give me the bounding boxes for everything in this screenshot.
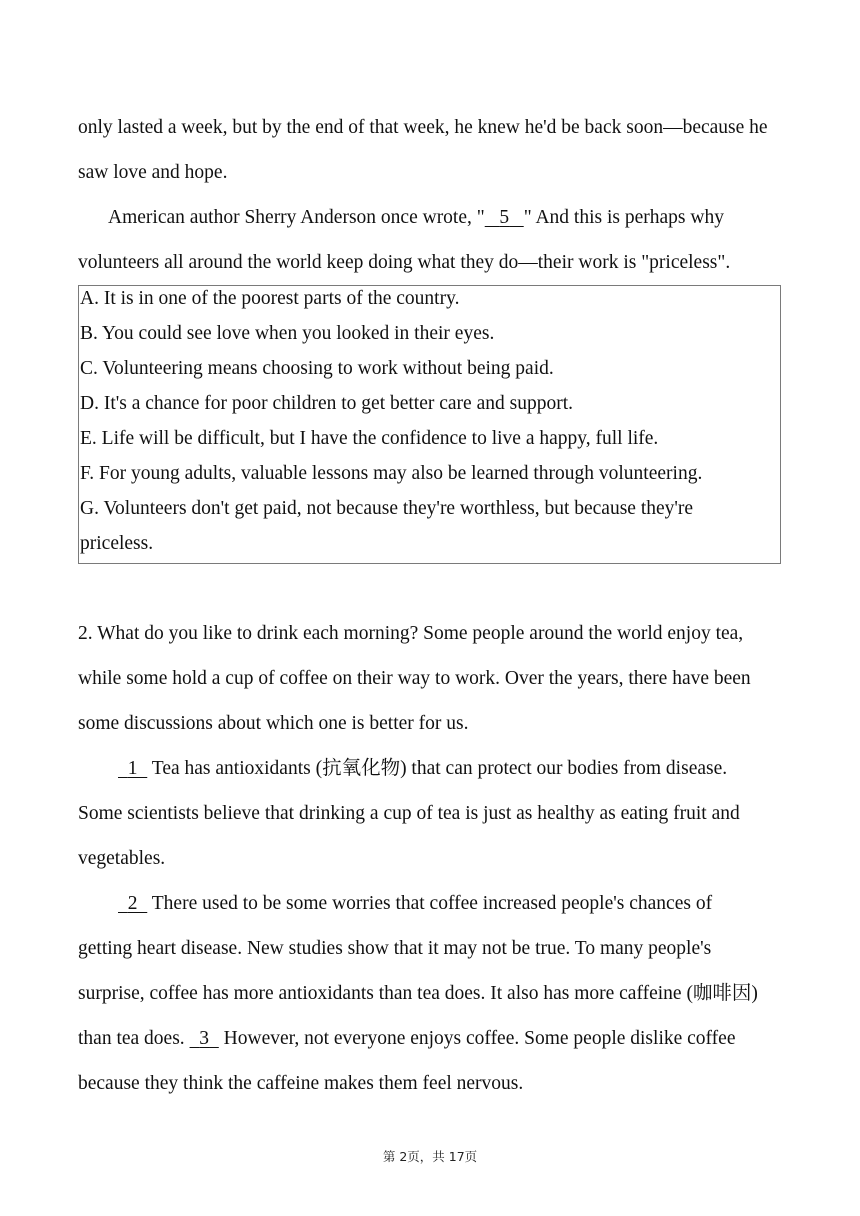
option-a: A. It is in one of the poorest parts of the country. [80,288,460,309]
answer-blank-1[interactable]: 1 [127,758,138,779]
text-line: only lasted a week, but by the end of that week, he knew he'd be back soon—because he [78,117,768,138]
text-line: while some hold a cup of coffee on their way to work. Over the years, there have been [78,668,751,689]
text-line: some discussions about which one is better for us. [78,713,469,734]
text-line: because they think the caffeine makes them feel nervous. [78,1073,524,1094]
text-line: saw love and hope. [78,162,228,183]
option-g-continued: priceless. [80,533,154,554]
quote-after: " And this is perhaps why [523,207,724,228]
answer-blank-3[interactable]: 3 [199,1028,210,1049]
option-d: D. It's a chance for poor children to get better care and support. [80,393,573,414]
text-line: surprise, coffee has more antioxidants than tea does. It also has more caffeine (咖啡因) [78,983,758,1004]
question-2-stem: 2. What do you like to drink each morning? Some people around the world enjoy tea, [78,623,744,644]
answer-blank-5[interactable]: 5 [499,207,510,228]
text-line: getting heart disease. New studies show that it may not be true. To many people's [78,938,712,959]
text-line: volunteers all around the world keep doing what they do—their work is "priceless". [78,252,731,273]
option-c: C. Volunteering means choosing to work without being paid. [80,358,554,379]
page-number: 第 2页，共 17页 [382,1149,478,1164]
answer-blank-2[interactable]: 2 [127,893,138,914]
option-e: E. Life will be difficult, but I have the confidence to live a happy, full life. [80,428,659,449]
text-line: vegetables. [78,848,166,869]
text-line: than tea does. 3 However, not everyone enjoys coffee. Some people dislike coffee [78,1028,736,1049]
text-line: 1 Tea has antioxidants (抗氧化物) that can protect our bodies from disease. [118,757,727,781]
text-line: Some scientists believe that drinking a cup of tea is just as healthy as eating fruit and [78,803,740,824]
option-g: G. Volunteers don't get paid, not because they're worthless, but because they're [80,498,694,519]
option-f: F. For young adults, valuable lessons may also be learned through volunteering. [80,463,703,484]
options-box [78,285,781,564]
option-b: B. You could see love when you looked in their eyes. [80,323,495,344]
text-line [108,206,724,230]
text-line: 2 There used to be some worries that coffee increased people's chances of [118,892,712,916]
quote-intro: American author Sherry Anderson once wrote, " [108,207,485,228]
